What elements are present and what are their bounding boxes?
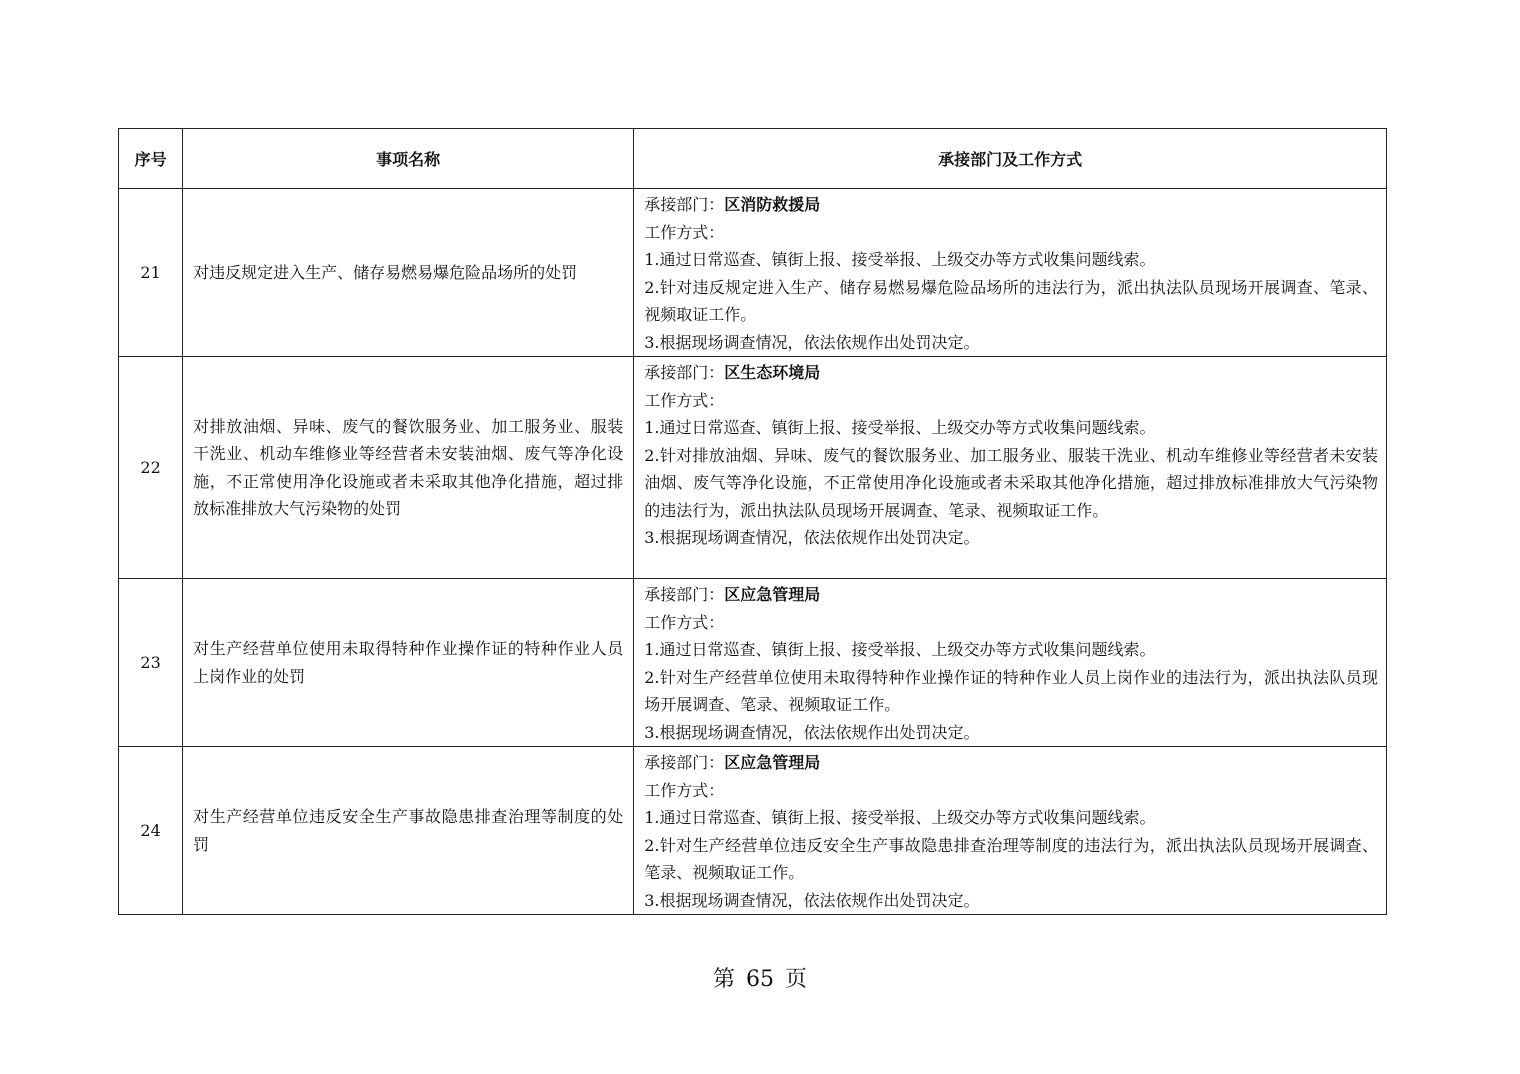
method-label: 工作方式： — [644, 390, 725, 410]
method-step-3: 3.根据现场调查情况，依法依规作出处罚决定。 — [644, 332, 980, 352]
method-label: 工作方式： — [644, 780, 725, 800]
table-header-row — [119, 129, 1387, 189]
department-line — [644, 191, 1378, 219]
method-step-2: 2.针对生产经营单位使用未取得特种作业操作证的特种作业人员上岗作业的违法行为，派出执法队员现场开展调查、笔录、视频取证工作。 — [644, 667, 1378, 714]
method-step-1: 1.通过日常巡查、镇街上报、接受举报、上级交办等方式收集问题线索。 — [644, 808, 1156, 827]
table-row — [119, 579, 1387, 747]
row-department-method — [634, 189, 1387, 357]
department-name: 区消防救援局 — [724, 195, 821, 214]
department-name: 区生态环境局 — [724, 363, 821, 382]
row-matter-name: 对生产经营单位使用未取得特种作业操作证的特种作业人员上岗作业的处罚 — [183, 579, 634, 747]
department-label: 承接部门： — [644, 195, 725, 214]
page-number: 第 65 页 — [713, 967, 807, 992]
method-step-1: 1.通过日常巡查、镇街上报、接受举报、上级交办等方式收集问题线索。 — [644, 418, 1156, 437]
header-department-method: 承接部门及工作方式 — [634, 129, 1387, 189]
method-step-2: 2.针对违反规定进入生产、储存易燃易爆危险品场所的违法行为，派出执法队员现场开展调查、笔录、视频取证工作。 — [644, 277, 1378, 324]
department-name: 区应急管理局 — [724, 753, 821, 772]
row-department-method — [634, 579, 1387, 747]
table-row — [119, 357, 1387, 579]
department-line — [644, 749, 1378, 777]
method-step-3: 3.根据现场调查情况，依法依规作出处罚决定。 — [644, 722, 980, 742]
method-step-2: 2.针对排放油烟、异味、废气的餐饮服务业、加工服务业、服装干洗业、机动车维修业等经营者未安装油烟、废气等净化设施，不正常使用净化设施或者未采取其他净化措施，超过排放标准排放大气污染物的违法行为，派出执法队员现场开展调查、笔录、视频取证工作。 — [644, 445, 1378, 520]
row-matter-name: 对排放油烟、异味、废气的餐饮服务业、加工服务业、服装干洗业、机动车维修业等经营者未安装油烟、废气等净化设施，不正常使用净化设施或者未采取其他净化措施，超过排放标准排放大气污染物的处罚 — [183, 357, 634, 579]
method-step-1: 1.通过日常巡查、镇街上报、接受举报、上级交办等方式收集问题线索。 — [644, 250, 1156, 269]
department-label: 承接部门： — [644, 363, 725, 382]
method-step-2: 2.针对生产经营单位违反安全生产事故隐患排查治理等制度的违法行为，派出执法队员现场开展调查、笔录、视频取证工作。 — [644, 835, 1378, 882]
method-step-3: 3.根据现场调查情况，依法依规作出处罚决定。 — [644, 890, 980, 910]
row-matter-name: 对违反规定进入生产、储存易燃易爆危险品场所的处罚 — [183, 189, 634, 357]
header-matter-name: 事项名称 — [183, 129, 634, 189]
matters-table — [118, 128, 1387, 915]
row-matter-name: 对生产经营单位违反安全生产事故隐患排查治理等制度的处罚 — [183, 747, 634, 915]
row-serial-number: 21 — [119, 189, 183, 357]
row-department-method — [634, 747, 1387, 915]
method-label: 工作方式： — [644, 222, 725, 242]
row-serial-number: 22 — [119, 357, 183, 579]
department-label: 承接部门： — [644, 753, 725, 772]
header-serial-number: 序号 — [119, 129, 183, 189]
method-step-3: 3.根据现场调查情况，依法依规作出处罚决定。 — [644, 528, 980, 547]
department-line — [644, 359, 1378, 387]
method-label: 工作方式： — [644, 612, 725, 632]
row-serial-number: 24 — [119, 747, 183, 915]
department-label: 承接部门： — [644, 585, 725, 604]
table-row — [119, 189, 1387, 357]
row-department-method — [634, 357, 1387, 579]
department-line — [644, 581, 1378, 609]
row-serial-number: 23 — [119, 579, 183, 747]
method-step-1: 1.通过日常巡查、镇街上报、接受举报、上级交办等方式收集问题线索。 — [644, 640, 1156, 659]
department-name: 区应急管理局 — [724, 585, 821, 604]
table-row — [119, 747, 1387, 915]
